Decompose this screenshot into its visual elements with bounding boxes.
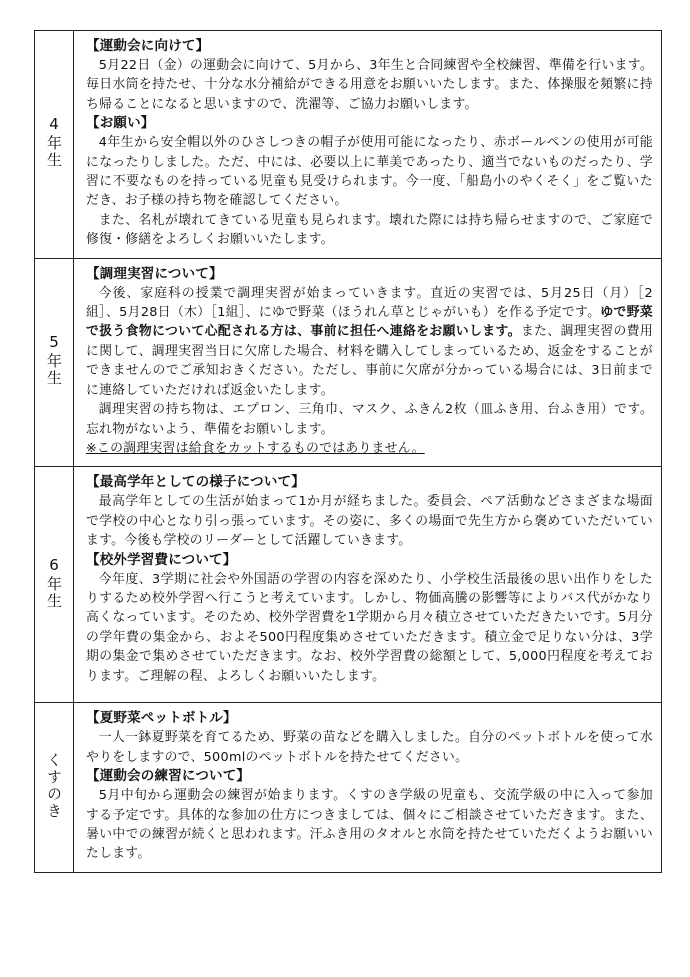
grade-5-content <box>74 258 662 467</box>
grade-6-row <box>35 467 662 703</box>
cooking-belongings-text: 調理実習の持ち物は、エプロン、三角巾、マスク、ふきん2枚（皿ふき用、台ふき用）です。忘れ物がないよう、準備をお願いします。 <box>86 402 653 437</box>
kusunoki-content <box>74 703 662 872</box>
summer-veg-bottle-title: 【夏野菜ペットボトル】 <box>86 710 237 727</box>
top-grade-status-text: 最高学年としての生活が始まって1か月が経ちました。委員会、ペア活動などさまざまな場面で学校の中心となり引っ張っています。その姿に、多くの場面で先生方から褒めていただいています。今後も学校のリーダーとして活躍していきます。 <box>86 494 653 549</box>
lunch-not-cut-note: ※この調理実習は給食をカットするものではありません。 <box>86 440 425 456</box>
top-grade-status-title: 【最高学年としての様子について】 <box>86 474 305 491</box>
kusunoki-row <box>35 703 662 872</box>
grade-5-label: 5年生 <box>45 333 63 388</box>
grade-notice-table <box>34 30 662 873</box>
allergy-contact-notice: ゆで野菜で扱う食物について心配される方は、事前に担任へ連絡をお願いします。 <box>86 305 653 340</box>
cooking-practice-text <box>86 284 653 400</box>
refund-policy-text: また、調理実習の費用に関して、調理実習当日に欠席した場合、材料を購入してしまっているため、返金をすることができませんのでご承知おきください。ただし、事前に欠席が分かっている場合には、3日前までに連絡していただければ返金いたします。 <box>86 324 654 398</box>
grade-6-label: 6年生 <box>45 555 63 610</box>
grade-4-label: 4年生 <box>45 115 63 170</box>
kusunoki-label-cell <box>35 703 74 872</box>
grade-5-label-cell <box>35 258 74 467</box>
sports-day-prep-text: 5月22日（金）の運動会に向けて、5月から、3年生と合同練習や全校練習、準備を行います。毎日水筒を持たせ、十分な水分補給ができる用意をお願いいたします。また、体操服を頻繁に持ち帰ることになると思いますので、洗濯等、ご協力お願いします。 <box>86 58 653 112</box>
sports-day-prep-title: 【運動会に向けて】 <box>86 38 210 54</box>
sports-day-practice-title: 【運動会の練習について】 <box>86 768 251 785</box>
request-title: 【お願い】 <box>86 115 155 132</box>
grade-6-content <box>74 467 662 703</box>
cooking-schedule-text: 今後、家庭科の授業で調理実習が始まっていきます。直近の実習では、5月25日（月）［2組］、5月28日（木）［1組］、にゆで野菜（ほうれん草とじゃがいも）を作る予定です。 <box>86 285 653 321</box>
grade-5-row <box>35 258 662 467</box>
cooking-practice-title: 【調理実習について】 <box>86 265 223 282</box>
sports-day-practice-text: 5月中旬から運動会の練習が始まります。くすのき学級の児童も、交流学級の中に入って参加する予定です。具体的な参加の仕方につきましては、個々にご相談させていただきます。また、暑い中での練習が続くと思われます。汗ふき用のタオルと水筒を持たせていただくようお願いいたします。 <box>86 788 653 862</box>
grade-6-label-cell <box>35 467 74 703</box>
field-trip-fee-text: 今年度、3学期に社会や外国語の学習の内容を深めたり、小学校生活最後の思い出作りをしたりするため校外学習へ行こうと考えています。しかし、物価高騰の影響等によりバス代がかなり高くなっています。そのため、校外学習費を1学期から月々積立させていただきたいです。5月分の学年費の集金から、およそ500円程度集めさせていただきます。積立金で足りない分は、3学期の集金で集めさせていただきます。なお、校外学習費の総額として、5,000円程度を考えております。ご理解の程、よろしくお願いいたします。 <box>86 571 653 684</box>
grade-4-row <box>35 31 662 259</box>
name-tag-repair-text: また、名札が壊れてきている児童も見られます。壊れた際には持ち帰らせますので、ご家庭で修復・修繕をよろしくお願いいたします。 <box>86 212 653 248</box>
field-trip-fee-title: 【校外学習費について】 <box>86 551 237 568</box>
grade-4-label-cell <box>35 31 74 259</box>
summer-veg-bottle-text: 一人一鉢夏野菜を育てるため、野菜の苗などを購入しました。自分のペットボトルを使って水やりをしますので、500mlのペットボトルを持たせてください。 <box>86 730 653 765</box>
kusunoki-label: くすのき <box>45 751 63 820</box>
grade-4-content <box>74 31 662 259</box>
belongings-rules-text: 4年生から安全帽以外のひさしつきの帽子が使用可能になったり、赤ボールペンの使用が可能になったりしました。ただ、中には、必要以上に華美であったり、適当でないものだったり、学習に不要なものを持っている児童も見受けられます。今一度、「船島小のやくそく」をご覧いただき、お子様の持ち物を確認してください。 <box>86 135 653 209</box>
